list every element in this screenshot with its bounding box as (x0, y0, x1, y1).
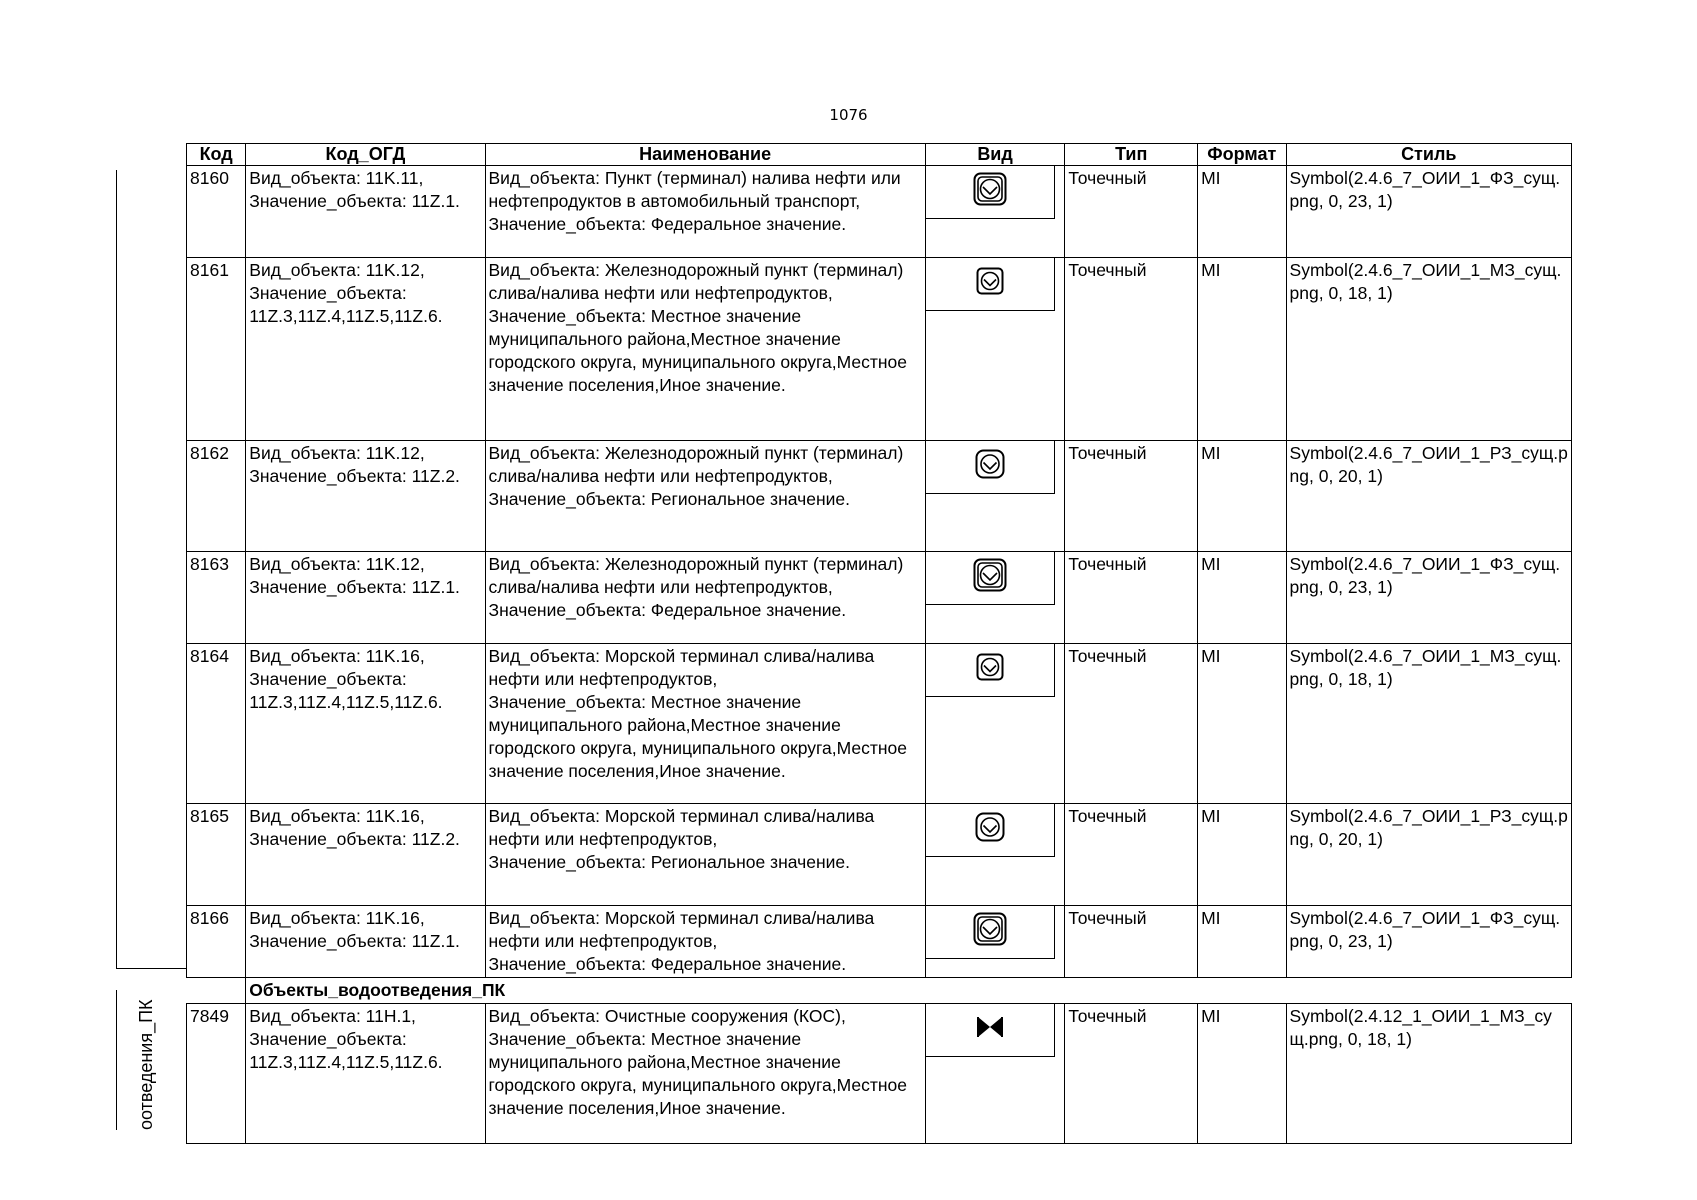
row-style: Symbol(2.4.6_7_ОИИ_1_ФЗ_сущ.png, 0, 23, 1) (1286, 552, 1571, 644)
row-ogd-code: Вид_объекта: 11K.16, Значение_объекта: 11Z.2. (246, 804, 485, 906)
row-view (925, 804, 1065, 906)
row-format: MI (1198, 644, 1286, 804)
row-ogd-code: Вид_объекта: 11K.12, Значение_объекта: 11Z.2. (246, 441, 485, 552)
row-code: 8165 (187, 804, 246, 906)
table-header-row (187, 144, 1572, 166)
header-type: Тип (1065, 144, 1198, 166)
row-view (925, 906, 1065, 978)
section-title: Объекты_водоотведения_ПК (246, 978, 1572, 1004)
section-gap-cell (187, 978, 246, 1004)
row-ogd-code: Вид_объекта: 11K.16, Значение_объекта: 11Z.3,11Z.4,11Z.5,11Z.6. (246, 644, 485, 804)
table-row (187, 644, 1572, 804)
symbol-preview (926, 441, 1055, 494)
row-format: MI (1198, 166, 1286, 258)
row-view (925, 1004, 1065, 1144)
row-type: Точечный (1065, 258, 1198, 441)
square-circle-gauge-icon (976, 653, 1004, 687)
bowtie-icon (976, 1015, 1004, 1045)
row-name: Вид_объекта: Пункт (терминал) налива нефти или нефтепродуктов в автомобильный транспорт, Значение_объекта: Федеральное значение. (485, 166, 925, 258)
header-name: Наименование (485, 144, 925, 166)
row-ogd-code: Вид_объекта: 11K.16, Значение_объекта: 11Z.1. (246, 906, 485, 978)
row-view (925, 166, 1065, 258)
symbol-preview (926, 804, 1055, 857)
rounded-circle-gauge-icon (975, 812, 1005, 848)
row-style: Symbol(2.4.6_7_ОИИ_1_ФЗ_сущ.png, 0, 23, 1) (1286, 166, 1571, 258)
row-view (925, 644, 1065, 804)
row-code: 8162 (187, 441, 246, 552)
double-circle-gauge-icon (973, 172, 1007, 212)
row-style: Symbol(2.4.12_1_ОИИ_1_МЗ_сущ.png, 0, 18, 1) (1286, 1004, 1571, 1144)
row-style: Symbol(2.4.6_7_ОИИ_1_ФЗ_сущ.png, 0, 23, 1) (1286, 906, 1571, 978)
row-view (925, 258, 1065, 441)
row-ogd-code: Вид_объекта: 11K.11, Значение_объекта: 11Z.1. (246, 166, 485, 258)
table-row (187, 552, 1572, 644)
row-style: Symbol(2.4.6_7_ОИИ_1_РЗ_сущ.png, 0, 20, 1) (1286, 441, 1571, 552)
row-code: 8164 (187, 644, 246, 804)
table-row (187, 804, 1572, 906)
row-type: Точечный (1065, 441, 1198, 552)
row-code: 8160 (187, 166, 246, 258)
left-margin-rule-upper (116, 170, 117, 968)
row-type: Точечный (1065, 644, 1198, 804)
row-name: Вид_объекта: Очистные сооружения (КОС), Значение_объекта: Местное значение муниципального района,Местное значение городского округа, муниципального округа,Местное значение поселения,Иное значение. (485, 1004, 925, 1144)
style-table (186, 143, 1572, 1144)
symbol-preview (926, 906, 1055, 959)
header-code: Код (187, 144, 246, 166)
row-type: Точечный (1065, 906, 1198, 978)
row-ogd-code: Вид_объекта: 11K.12, Значение_объекта: 11Z.3,11Z.4,11Z.5,11Z.6. (246, 258, 485, 441)
row-format: MI (1198, 906, 1286, 978)
header-view: Вид (925, 144, 1065, 166)
row-type: Точечный (1065, 804, 1198, 906)
row-name: Вид_объекта: Железнодорожный пункт (терминал) слива/налива нефти или нефтепродуктов, Значение_объекта: Местное значение муниципального района,Местное значение городского округа, муниципального округа,Местное значение поселения,Иное значение. (485, 258, 925, 441)
left-margin-divider (116, 968, 186, 969)
row-format: MI (1198, 441, 1286, 552)
symbol-preview (926, 1004, 1055, 1057)
row-type: Точечный (1065, 166, 1198, 258)
row-name: Вид_объекта: Железнодорожный пункт (терминал) слива/налива нефти или нефтепродуктов, Значение_объекта: Федеральное значение. (485, 552, 925, 644)
symbol-preview (926, 644, 1055, 697)
row-format: MI (1198, 258, 1286, 441)
row-code: 8163 (187, 552, 246, 644)
table-row (187, 906, 1572, 978)
row-view (925, 552, 1065, 644)
row-view (925, 441, 1065, 552)
row-name: Вид_объекта: Морской терминал слива/налива нефти или нефтепродуктов, Значение_объекта: Региональное значение. (485, 804, 925, 906)
page-number: 1076 (829, 106, 868, 124)
row-style: Symbol(2.4.6_7_ОИИ_1_МЗ_сущ.png, 0, 18, 1) (1286, 258, 1571, 441)
row-name: Вид_объекта: Морской терминал слива/налива нефти или нефтепродуктов, Значение_объекта: Местное значение муниципального района,Местное значение городского округа, муниципального округа,Местное значение поселения,Иное значение. (485, 644, 925, 804)
header-format: Формат (1198, 144, 1286, 166)
row-code: 8166 (187, 906, 246, 978)
row-style: Symbol(2.4.6_7_ОИИ_1_МЗ_сущ.png, 0, 18, 1) (1286, 644, 1571, 804)
row-name: Вид_объекта: Морской терминал слива/налива нефти или нефтепродуктов, Значение_объекта: Федеральное значение. (485, 906, 925, 978)
row-ogd-code: Вид_объекта: 11H.1, Значение_объекта: 11Z.3,11Z.4,11Z.5,11Z.6. (246, 1004, 485, 1144)
row-type: Точечный (1065, 552, 1198, 644)
double-circle-gauge-icon (973, 912, 1007, 952)
header-ogd: Код_ОГД (246, 144, 485, 166)
table-row (187, 166, 1572, 258)
row-code: 7849 (187, 1004, 246, 1144)
square-circle-gauge-icon (976, 267, 1004, 301)
row-format: MI (1198, 1004, 1286, 1144)
row-type: Точечный (1065, 1004, 1198, 1144)
left-margin-rule-lower (116, 990, 117, 1130)
double-circle-gauge-icon (973, 558, 1007, 598)
row-name: Вид_объекта: Железнодорожный пункт (терминал) слива/налива нефти или нефтепродуктов, Значение_объекта: Региональное значение. (485, 441, 925, 552)
table-row (187, 258, 1572, 441)
row-style: Symbol(2.4.6_7_ОИИ_1_РЗ_сущ.png, 0, 20, 1) (1286, 804, 1571, 906)
symbol-preview (926, 166, 1055, 219)
section-header-row (187, 978, 1572, 1004)
row-code: 8161 (187, 258, 246, 441)
row-format: MI (1198, 552, 1286, 644)
rounded-circle-gauge-icon (975, 449, 1005, 485)
header-style: Стиль (1286, 144, 1571, 166)
symbol-preview (926, 258, 1055, 311)
table-row (187, 441, 1572, 552)
side-section-label: оотведения_ПК (136, 999, 156, 1130)
table-row (187, 1004, 1572, 1144)
row-format: MI (1198, 804, 1286, 906)
symbol-preview (926, 552, 1055, 605)
row-ogd-code: Вид_объекта: 11K.12, Значение_объекта: 11Z.1. (246, 552, 485, 644)
